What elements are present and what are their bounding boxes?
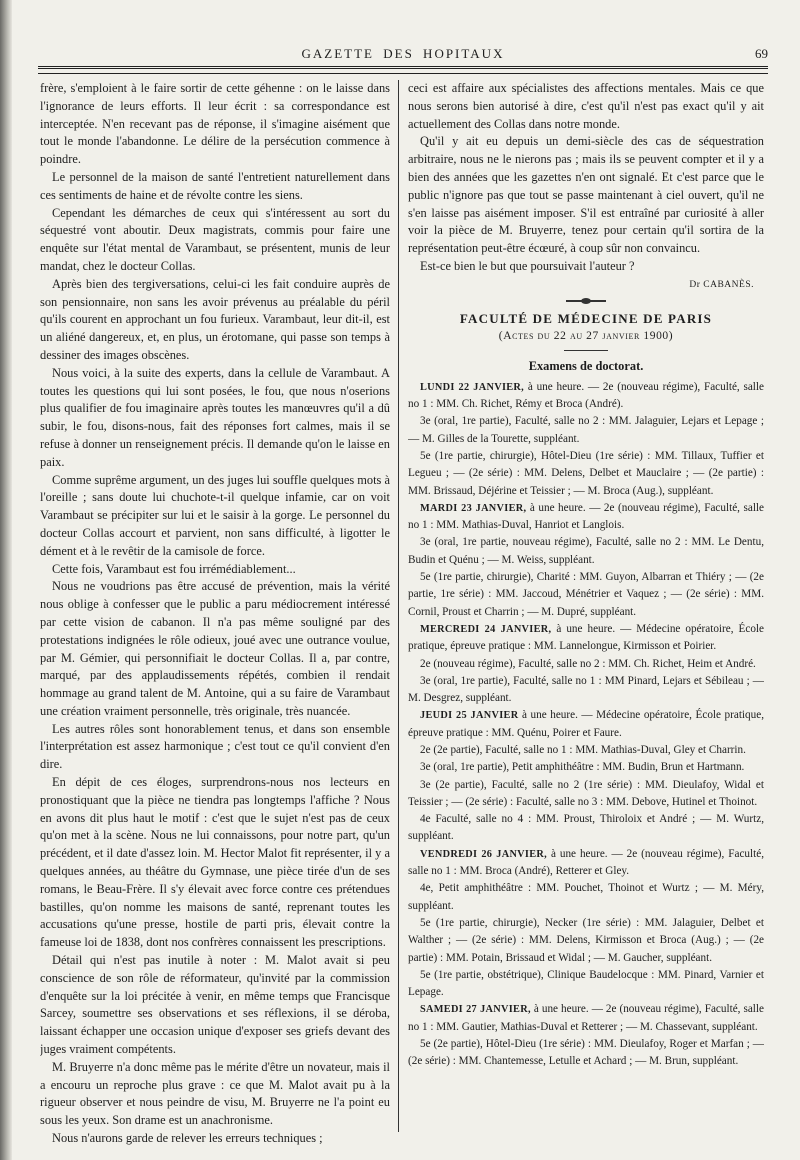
exam-entry <box>408 777 764 812</box>
exam-details: 5e (1re partie, obstétrique), Clinique Baudelocque : MM. Pinard, Varnier et Lepage. <box>408 968 764 999</box>
exam-entry <box>408 846 764 881</box>
exam-entry <box>408 1001 764 1036</box>
exam-entry <box>408 707 764 742</box>
page-number: 69 <box>755 46 768 61</box>
article-paragraph: M. Bruyerre n'a donc même pas le mérite d'être un novateur, mais il a encouru un reproche plus grave : ce que M. Malot avait pu à la rigueur observer et nous peindre de visu, M. Bruyerre ne l'a point eu sous les yeux. Son drame est un anachronisme. <box>40 1059 390 1128</box>
exam-entry <box>408 880 764 915</box>
exam-entry <box>408 534 764 569</box>
exam-details: à une heure. — Médecine opératoire, École pratique, épreuve pratique : MM. Lannelongue, Kirmisson et Poirier. <box>408 622 764 653</box>
exam-entry <box>408 656 764 673</box>
exam-entry <box>408 673 764 708</box>
exams-heading: Examens de doctorat. <box>528 358 644 373</box>
exam-details: à une heure. — Médecine opératoire, École pratique, épreuve pratique : MM. Quénu, Poirer et Faure. <box>408 709 764 739</box>
right-column <box>408 80 764 1150</box>
page-binding-edge <box>0 0 12 1160</box>
article-paragraph: Après bien des tergiversations, celui-ci les fait conduire auprès de son pensionnaire, non sans les avoir prévenus au préalable du péril qu'ils courent en approchant un fou furieux. Varambaut, leur dit-il, est un aliéné dangereux, et, en plus, un érotomane, qui passe son temps à dessiner des images obscènes. <box>40 276 390 362</box>
exam-details: 4e Faculté, salle no 4 : MM. Proust, Thiroloix et André ; — M. Wurtz, suppléant. <box>408 813 764 843</box>
article-paragraph: frère, s'emploient à le faire sortir de cette géhenne : on le laisse dans l'ignorance de leurs efforts. Il leur écrit : sa correspondance est interceptée. N'en recevant pas de réponse, il s'imagine aisément que tout le monde l'abandonne. Le délire de la persécution commence à poindre. <box>40 81 390 167</box>
exam-entry <box>408 500 764 535</box>
exam-day: SAMEDI 27 JANVIER, <box>420 1004 531 1016</box>
author-signature: Dr CABANÈS. <box>689 279 754 290</box>
article-paragraph: En dépit de ces éloges, surprendrons-nous nos lecteurs en pronostiquant que la pièce ne tiendra pas longtemps l'affiche ? Nous en avons dit plus haut le motif : c'est que le sujet n'est pas de ceux qu'on met à la scène. Nous ne lui connaissons, pour notre part, qu'un précédent, et il date d'assez loin. M. Hector Malot fit représenter, il y a quelques années, au théâtre du Gymnase, une pièce tirée d'un de ses romans, le Beau-Frère. Il s'y élevait avec force contre ces prétendues bastilles, qu'on nomme les maisons de santé, reprenant toutes les accusations qu'une presse, hostile de parti pris, élevait contre la fameuse loi de 1838, dont nos confrères connaissent les prescriptions. <box>40 775 390 950</box>
left-column <box>40 80 390 1150</box>
exam-details: 3e (oral, 1re partie, nouveau régime), Faculté, salle no 2 : MM. Le Dentu, Budin et Quénu ; — M. Weiss, suppléant. <box>408 536 764 566</box>
article-paragraph: Comme suprême argument, un des juges lui souffle quelques mots à l'oreille ; sans doute lui chuchote-t-il quelque infamie, car on voit Varambaut se précipiter sur lui et le saisir à la gorge. Le personnel du docteur Collas accourt et parvient, non sans difficulté, à ligotter le dément et à le revêtir de la camisole de force. <box>40 472 390 558</box>
article-paragraph: Est-ce bien le but que poursuivait l'auteur ? <box>420 258 635 273</box>
exam-details: 5e (1re partie, chirurgie), Necker (1re série) : MM. Jalaguier, Delbet et Walther ; — (2e série) : MM. Delens, Kirmisson et Broca (Aug.) ; — (2e partie) : MM. Potain, Brissaud et Widal ; — M. Gaucher, suppléant. <box>408 916 764 964</box>
article-paragraph: Nous n'aurons garde de relever les erreurs techniques ; <box>52 1131 323 1146</box>
exam-entry <box>408 915 764 967</box>
exam-day: MARDI 23 JANVIER, <box>420 502 527 514</box>
article-paragraph: ceci est affaire aux spécialistes des affections mentales. Mais ce que nous serons bien autorisé à dire, c'est qu'il n'est pas exact qu'il y ait actuellement des Collas dans notre monde. <box>408 81 764 131</box>
exam-details: à une heure. — 2e (nouveau régime), Faculté, salle no 1 : MM. Ch. Richet, Rémy et Broca (André). <box>408 380 764 411</box>
exam-entry <box>408 742 764 759</box>
exam-details: 2e (2e partie), Faculté, salle no 1 : MM. Mathias-Duval, Gley et Charrin. <box>420 744 746 756</box>
exam-entry <box>408 759 764 776</box>
article-paragraph: Détail qui n'est pas inutile à noter : M. Malot avait si peu conscience de son rôle de réformateur, qu'invité par la commission d'enquête sur la loi précitée à venir, en même temps que Francisque Sarcey, soumettre ses observations et ses réflexions, il se déroba, laissant échapper une occasion unique d'exposer ses griefs devant des juges vraiment compétents. <box>40 953 390 1057</box>
column-divider <box>398 80 399 1132</box>
running-title: GAZETTE DES HOPITAUX <box>301 46 505 61</box>
exam-details: 4e, Petit amphithéâtre : MM. Pouchet, Thoinot et Wurtz ; — M. Méry, suppléant. <box>408 882 764 912</box>
ornament-rule <box>566 300 606 302</box>
exam-day: LUNDI 22 JANVIER, <box>420 381 525 393</box>
exam-entry <box>408 379 764 414</box>
exam-entry <box>408 811 764 846</box>
exam-details: 3e (2e partie), Faculté, salle no 2 (1re série) : MM. Dieulafoy, Widal et Teissier ; — (2e série) : Faculté, salle no 3 : MM. Debove, Hutinel et Thoinot. <box>408 778 764 808</box>
exam-day: JEUDI 25 JANVIER <box>420 710 519 722</box>
article-paragraph: Qu'il y ait eu depuis un demi-siècle des cas de séquestration arbitraire, nous ne le nierons pas ; mais ils se peuvent compter et il y a bien des années que les gazettes n'en ont signalé. Et c'est parce que le public n'ignore pas que tout se passe maintenant à ciel ouvert, qu'il ne s'en laisse pas aisément imposer. S'il est entraîné par curiosité à aller voir la pièce de M. Bruyerre, tenez pour certain qu'il sortira de la représentation peut-être écœuré, à coup sûr non convaincu. <box>408 134 764 256</box>
exam-details: à une heure. — 2e (nouveau régime), Faculté, salle no 1 : MM. Broca (André), Retterer et Gley. <box>408 847 764 878</box>
exam-entry <box>408 569 764 621</box>
section-title: FACULTÉ DE MÉDECINE DE PARIS <box>459 310 713 326</box>
page-header <box>38 44 768 66</box>
exam-day: VENDREDI 26 JANVIER, <box>420 848 548 860</box>
article-paragraph: Cependant les démarches de ceux qui s'intéressent au sort du séquestré vont aboutir. Deux magistrats, commis pour faire une enquête sur l'état mental de Varambaut, se présentent, munis de leur mandat, chez le docteur Collas. <box>40 205 390 273</box>
section-subtitle: (Actes du 22 au 27 janvier 1900) <box>498 329 674 342</box>
exam-details: 3e (oral, 1re partie), Petit amphithéâtre : MM. Budin, Brun et Hartmann. <box>420 761 745 774</box>
exam-details: 3e (oral, 1re partie), Faculté, salle no 2 : MM. Jalaguier, Lejars et Lepage ; — M. Gilles de la Tourette, suppléant. <box>408 415 764 445</box>
exam-entry <box>408 1036 764 1071</box>
exam-details: à une heure. — 2e (nouveau régime), Faculté, salle no 1 : MM. Gautier, Mathias-Duval et Retterer ; — M. Chassevant, suppléant. <box>408 1003 764 1033</box>
exam-day: MERCREDI 24 JANVIER, <box>420 623 552 635</box>
exam-entry <box>408 413 764 448</box>
exam-list <box>408 379 764 1071</box>
exam-details: 5e (1re partie, chirurgie), Hôtel-Dieu (1re série) : MM. Tillaux, Tuffier et Legueu ; — (2e série) : MM. Delens, Delbet et Mauclaire ; — (2e partie) : MM. Brissaud, Déjérine et Teissier ; — M. Broca (Aug.), suppléant. <box>408 449 764 497</box>
section-divider <box>564 350 608 351</box>
exam-entry <box>408 448 764 500</box>
article-paragraph: Nous voici, à la suite des experts, dans la cellule de Varambaut. A toutes les questions qui lui sont posées, le fou, que nous n'oserions plus qualifier de fou imaginaire après toutes les manœuvres qu'il a dû subir, le fou, disons-nous, fait des réponses fort calmes, mais il se refuse à donner un renseignement précis. Il demande qu'on le laisse en paix. <box>40 365 390 469</box>
exam-details: 5e (1re partie, chirurgie), Charité : MM. Guyon, Albarran et Thiéry ; — (2e partie, 1re série) : MM. Jaccoud, Ménétrier et Vaquez ; — (2e série) : MM. Cornil, Proust et Charrin ; — M. Dupré, suppléant. <box>408 571 764 618</box>
article-paragraph: Les autres rôles sont honorablement tenus, et dans son ensemble l'interprétation est assez harmonique ; c'est tout ce qu'il convient d'en dire. <box>40 721 390 772</box>
exam-entry <box>408 621 764 656</box>
exam-details: 3e (oral, 1re partie), Faculté, salle no 1 : MM Pinard, Lejars et Sébileau ; — M. Desgrez, suppléant. <box>408 674 764 705</box>
header-rule <box>38 66 768 69</box>
exam-entry <box>408 967 764 1002</box>
exam-details: 2e (nouveau régime), Faculté, salle no 2 : MM. Ch. Richet, Heim et André. <box>420 657 756 670</box>
article-continuation <box>408 80 764 276</box>
exam-details: 5e (2e partie), Hôtel-Dieu (1re série) : MM. Dieulafoy, Roger et Marfan ; — (2e série) : MM. Chantemesse, Letulle et Achard ; — M. Brun, suppléant. <box>408 1038 764 1068</box>
article-paragraph: Nous ne voudrions pas être accusé de prévention, mais la vérité nous oblige à confesser que le public a paru médiocrement intéressé par cette vision de cabanon. Il n'a pas même souligné par des protestations indignées le rôle odieux, joué avec une outrance voulue, par M. Gémier, qui personnifiait le docteur Collas. Il a, par contre, marqué, par des applaudissements répétés, combien il rendait hommage au grand talent de M. Antoine, qui a su faire de Varambaut une création vraiment personnelle, très originale, très nuancée. <box>40 579 390 718</box>
header-rule-thin <box>38 73 768 74</box>
exam-details: à une heure. — 2e (nouveau régime), Faculté, salle no 1 : MM. Mathias-Duval, Hanriot et Langlois. <box>408 501 764 532</box>
article-paragraph: Le personnel de la maison de santé l'entretient naturellement dans ces sentiments de haine et de révolte contre les siens. <box>40 169 390 202</box>
article-paragraph: Cette fois, Varambaut est fou irrémédiablement... <box>52 561 296 576</box>
